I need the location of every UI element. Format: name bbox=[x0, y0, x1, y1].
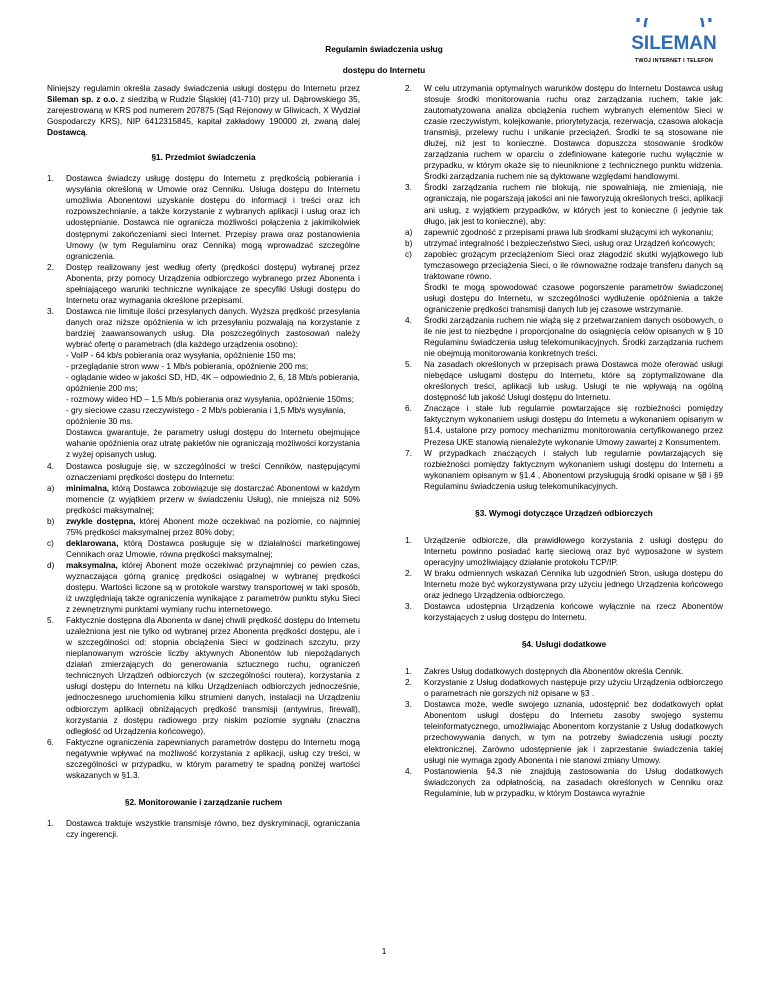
param-line: - oglądanie wideo w jakości SD, HD, 4K – odpowiednio 2, 6, 18 Mb/s pobierania, opóźnienie 200 ms; bbox=[66, 373, 360, 394]
list-item: 5. Na zasadach określonych w przepisach prawa Dostawca może oferować usługi niebędące usługami dostępu do Internetu, które są zoptymalizowane dla określonych treści, aplikacji lub usług. Usługi te nie wpływają na ogólną dostępność lub jakość Usługi dostępu do Internetu. bbox=[405, 360, 723, 403]
list-item: 1. Zakres Usług dodatkowych dostępnych dla Abonentów określa Cennik. bbox=[405, 667, 684, 677]
list-item: 6. Znaczące i stałe lub regularnie powtarzające się rozbieżności pomiędzy faktycznym wykonaniem usługi dostępu do Internetu a wykonaniem opisanym w §1.4, ustalone przy pomocy mechanizmu monitorowania certyfikowanego przez Prezesa UKE stanowią nienależyte wykonanie Umowy zawartej z Konsumentem. bbox=[405, 404, 723, 447]
condition-item: c) zapobiec grożącym przeciążeniom Sieci oraz złagodzić skutki wyjątkowego lub tymczasowego przeciążenia Sieci, o ile równoważne rodzaje transferu danych są traktowane równo. Środki te mogą spowodować czasowe pogorszenie parametrów świadczonej usługi dostępu do Internetu, w szczególności wydłużenie opóźnienia a także ograniczenie prędkości transmisji danych lub jej czasowe wstrzymanie. bbox=[405, 249, 723, 314]
section-1-heading: §1. Przedmiot świadczenia bbox=[151, 153, 256, 163]
list-item: 2. Korzystanie z Usług dodatkowych następuje przy użyciu Urządzenia odbiorczego o parametrach nie gorszych niż opisane w §3 . bbox=[405, 678, 723, 699]
param-line: - gry sieciowe czasu rzeczywistego - 2 Mb/s pobierania i 1,5 Mb/s wysyłania, opóźnienie 30 ms. bbox=[66, 406, 346, 427]
list-item: 3. Dostawca może, wedle swojego uznania, udostępnić bez dodatkowych opłat Abonentom usługi dostępu do Internetu zasoby swojego systemu teleinformatycznego, umożliwiając Abonentom korzystanie z Usług dodatkowych przechowywania danych, w tym na potrzeby świadczenia usługi poczty elektronicznej. Zarówno udostępnienie jak i zaprzestanie świadczenia takiej usługi nie wymaga zgody Abonenta i nie stanowi zmiany Umowy. bbox=[405, 700, 723, 765]
list-item: 2. Dostęp realizowany jest według oferty (prędkości dostępu) wybranej przez Abonenta, przy pomocy Urządzenia odbiorczego wybranego przez Abonenta i spełniającego warunki techniczne wynikające ze specyfiki Usługi dostępu do Internetu oraz wymagania określone przepisami. bbox=[47, 262, 360, 305]
list-item: 6. Faktyczne ograniczenia zapewnianych parametrów dostępu do Internetu mogą negatywnie wpływać na możliwość korzystania z aplikacji, usług czy treści, w szczególności w przypadku, w którym parametry te spadną poniżej wartości wskazanych w §1.3. bbox=[47, 737, 360, 780]
page-number: 1 bbox=[381, 946, 387, 956]
speed-item: b) zwykle dostępna, której Abonent może oczekiwać na poziomie, co najmniej 75% prędkości maksymalnej przez 80% doby; bbox=[47, 516, 360, 537]
logo-tagline: TWÓJ INTERNET I TELEFON bbox=[634, 58, 714, 64]
condition-item: b) utrzymać integralność i bezpieczeństwo Sieci, usług oraz Urządzeń końcowych; bbox=[405, 238, 716, 248]
right-column bbox=[405, 83, 723, 799]
list-item: 4. Dostawca posługuje się, w szczególności w treści Cenników, następującymi oznaczeniami prędkości dostępu do Internetu: bbox=[47, 461, 360, 482]
list-item: 1. Dostawca świadczy usługę dostępu do Internetu z prędkością pobierania i wysyłania określoną w Umowie oraz Cenniku. Usługa dostępu do Internetu umożliwia Abonentowi uzyskanie dostępu do informacji i treści oraz ich rozpowszechnianie, a także korzystanie z wybranych aplikacji i usług oraz ich udostępnianie. Dostawca nie ogranicza możliwości połączenia z jakimikolwiek dostępnymi zakończeniami sieci Internet. Przepisy prawa oraz postanowienia Umowy (w tym Regulaminu oraz Cennika) mogą wprowadzać szczególne ograniczenia. bbox=[47, 174, 360, 261]
intro-paragraph: Niniejszy regulamin określa zasady świadczenia usługi dostępu do Internetu przez Sileman sp. z o.o. z siedzibą w Rudzie Śląskiej (41-710) przy ul. Dąbrowskiego 35, zarejestrowaną w KRS pod numerem 207875 (Sąd Rejonowy w Gliwicach, X Wydział Gospodarczy KRS), NIP 6412315845, kapitał zakładowy 190000 zł, zwaną dalej Dostawcą. bbox=[47, 84, 360, 138]
list-item: 5. Faktycznie dostępna dla Abonenta w danej chwili prędkość dostępu do Internetu uzależniona jest nie tylko od wybranej przez Abonenta prędkości dostępu, ale i w szczególności od: stopnia obciążenia Sieci w godzinach szczytu, przy nieplanowanym wzroście liczby aktywnych Abonentów lub niepożądanych działań zmierzających do generowania sztucznego ruchu, ograniczeń technicznych Urządzeń odbiorczych (w szczególności routera), korzystania z usługi dostępu do Internetu na kilku Urządzeniach odbiorczych jednocześnie, jednoczesnego uruchomienia kilku strumieni danych, instalacji na Urządzeniu odbiorczym aplikacji obniżających prędkość transmisji (antywirus, firewall), korzystania z dostępu radiowego przy niskim poziomie sygnału (znaczna odległość od Urządzenia końcowego). bbox=[47, 616, 360, 736]
condition-note: Środki te mogą spowodować czasowe pogorszenie parametrów świadczonej usługi dostępu do Internetu, w szczególności wydłużenie opóźnienia a także ograniczenie prędkości transmisji danych lub jej czasowe wstrzymanie. bbox=[424, 282, 723, 314]
list-item: 3. Dostawca nie limituje ilości przesyłanych danych. Wyższa prędkość przesyłania danych oraz niższe opóźnienia w ich przesyłaniu pozwalają na korzystanie z bardziej zaawansowanych usług. Dla poszczególnych zastosowań należy wybrać ofertę o parametrach (dla każdego urządzenia osobno): - VoIP - 64 kb/s pobierania oraz wysyłania, opóźnienie 150 ms; - przeglądanie stron www - 1 Mb/s pobierania, opóźnienie 200 ms; - oglądanie wideo w jakości SD, HD, 4K – odpowiednio 2, 6, 18 Mb/s pobierania, opóźnienie 200 ms; - rozmowy wideo HD – 1,5 Mb/s pobierania oraz wysyłania, opóźnienie 150ms; - gry sieciowe czasu rzeczywistego - 2 Mb/s pobierania i 1,5 Mb/s wysyłania, opóźnienie 30 ms. Dostawca gwarantuje, że parametry usługi dostępu do Internetu obejmujące wahanie opóźnienia oraz utratę pakietów nie ograniczają możliwości korzystania z wyżej opisanych usług. bbox=[47, 306, 360, 460]
condition-item: a) zapewnić zgodność z przepisami prawa lub środkami służącymi ich wykonaniu; bbox=[405, 227, 714, 237]
param-line: - VoIP - 64 kb/s pobierania oraz wysyłania, opóźnienie 150 ms; bbox=[66, 351, 296, 361]
logo-wordmark: SILEMAN bbox=[631, 33, 717, 54]
speed-item: c) deklarowana, którą Dostawca posługuje się w działalności marketingowej Cennikach oraz Umowie, równa prędkości maksymalnej; bbox=[47, 538, 360, 559]
section-3-heading: §3. Wymogi dotyczące Urządzeń odbiorczych bbox=[475, 508, 653, 518]
list-item: 4. Postanowienia §4.3 nie znajdują zastosowania do Usług dodatkowych świadczonych za odpłatnością, na zasadach określonych w Cenniku oraz Regulaminie, lub w przypadku, w którym Dostawca wyraźnie bbox=[405, 766, 723, 798]
speed-item: a) minimalna, którą Dostawca zobowiązuje się dostarczać Abonentowi w każdym momencie (z wyjątkiem przerw w świadczeniu Usług), nie mniejsza niż 50% prędkości maksymalnej; bbox=[47, 483, 360, 515]
list-item: 7. W przypadkach znaczących i stałych lub regularnie powtarzających się rozbieżności pomiędzy faktycznym wykonaniem usługi dostępu do Internetu a wykonaniem opisanym w §1.4 , Abonentowi przysługują środki opisane w §8 i §9 Regulaminu świadczenia usług telekomunikacyjnych. bbox=[405, 448, 723, 491]
speed-item: d) maksymalna, której Abonent może oczekiwać przynajmniej co pewien czas, wyznaczająca górną granicę prędkości osiągalnej w wybranej prędkości dostępu. Wartości liczone są w protokole warstwy transportowej w taki sposób, iż uwzględniają także ograniczenia wynikające z parametrów punktu styku Sieci z zewnętrznymi punktami wymiany ruchu internetowego. bbox=[47, 560, 360, 615]
list-item: 2. W braku odmiennych wskazań Cennika lub uzgodnień Stron, usługa dostępu do Internetu może być wykorzystywana przy użyciu jednego Urządzenia końcowego oraz jednego Urządzenia odbiorczego. bbox=[405, 568, 723, 601]
list-item: 1. Urządzenie odbiorcze, dla prawidłowego korzystania z usługi dostępu do Internetu powinno posiadać kartę sieciową oraz być wyposażone w system operacyjny umożliwiający działanie protokołu TCP/IP. bbox=[405, 535, 723, 567]
section-2-heading: §2. Monitorowanie i zarządzanie ruchem bbox=[124, 797, 283, 807]
list-item: 4. Środki zarządzania ruchem nie wiążą się z przetwarzaniem danych osobowych, o ile nie jest to niezbędne i proporcjonalne do osiągnięcia celów opisanych w § 10 Regulaminu świadczenia usług telekomunikacyjnych. Środki zarządzania ruchem nie obejmują monitorowania konkretnych treści. bbox=[405, 315, 723, 359]
list-item: 3. Środki zarządzania ruchem nie blokują, nie spowalniają, nie zmieniają, nie ograniczają, nie pogarszają jakości ani nie faworyzują określonych treści, aplikacji ani usług, z wyjątkiem przypadków, w których jest to konieczne (i jedynie tak długo, jak jest to konieczne), aby: bbox=[405, 183, 723, 226]
document-subtitle: dostępu do Internetu bbox=[342, 65, 426, 75]
list-item: 2. W celu utrzymania optymalnych warunków dostępu do Internetu Dostawca usług stosuje środki monitorowania ruchu oraz zarządzania ruchem, takie jak: zautomatyzowana analiza obciążenia ruchem wybranych elementów Sieci w czasie rzeczywistym, kolejkowanie, priorytetyzacja, rezerwacja, czasowa alokacja transmisji, przelewy ruchu i unikanie przeciążeń. Środki te są stosowane nie dłużej, niż jest to konieczne. Dostawca dopuszcza stosowanie środków zarządzania ruchem w oparciu o zdefiniowane kategorie ruchu wyłącznie w przypadku, w którym okaże się to nieuniknione z technicznego punktu widzenia. Środki zarządzania ruchem nie są dyktowane względami handlowymi. bbox=[405, 84, 723, 182]
param-line: - przeglądanie stron www - 1 Mb/s pobierania, opóźnienie 200 ms; bbox=[66, 362, 309, 372]
section-1-list bbox=[47, 173, 360, 781]
list-item: 1. Dostawca traktuje wszystkie transmisje równo, bez dyskryminacji, ograniczania czy ingerencji. bbox=[47, 818, 360, 839]
param-line: - rozmowy wideo HD – 1,5 Mb/s pobierania oraz wysyłania, opóźnienie 150ms; bbox=[66, 395, 354, 405]
list-item: 3. Dostawca udostępnia Urządzenia końcowe wyłącznie na rzecz Abonentów korzystających z usług dostępu do Internetu. bbox=[405, 602, 723, 623]
left-column bbox=[47, 83, 360, 840]
document-title: Regulamin świadczenia usług bbox=[325, 44, 443, 54]
param-note: Dostawca gwarantuje, że parametry usługi dostępu do Internetu obejmujące wahanie opóźnienia oraz utratę pakietów nie ograniczają możliwości korzystania z wyżej opisanych usług. bbox=[66, 428, 360, 460]
section-4-heading: §4. Usługi dodatkowe bbox=[521, 640, 607, 650]
